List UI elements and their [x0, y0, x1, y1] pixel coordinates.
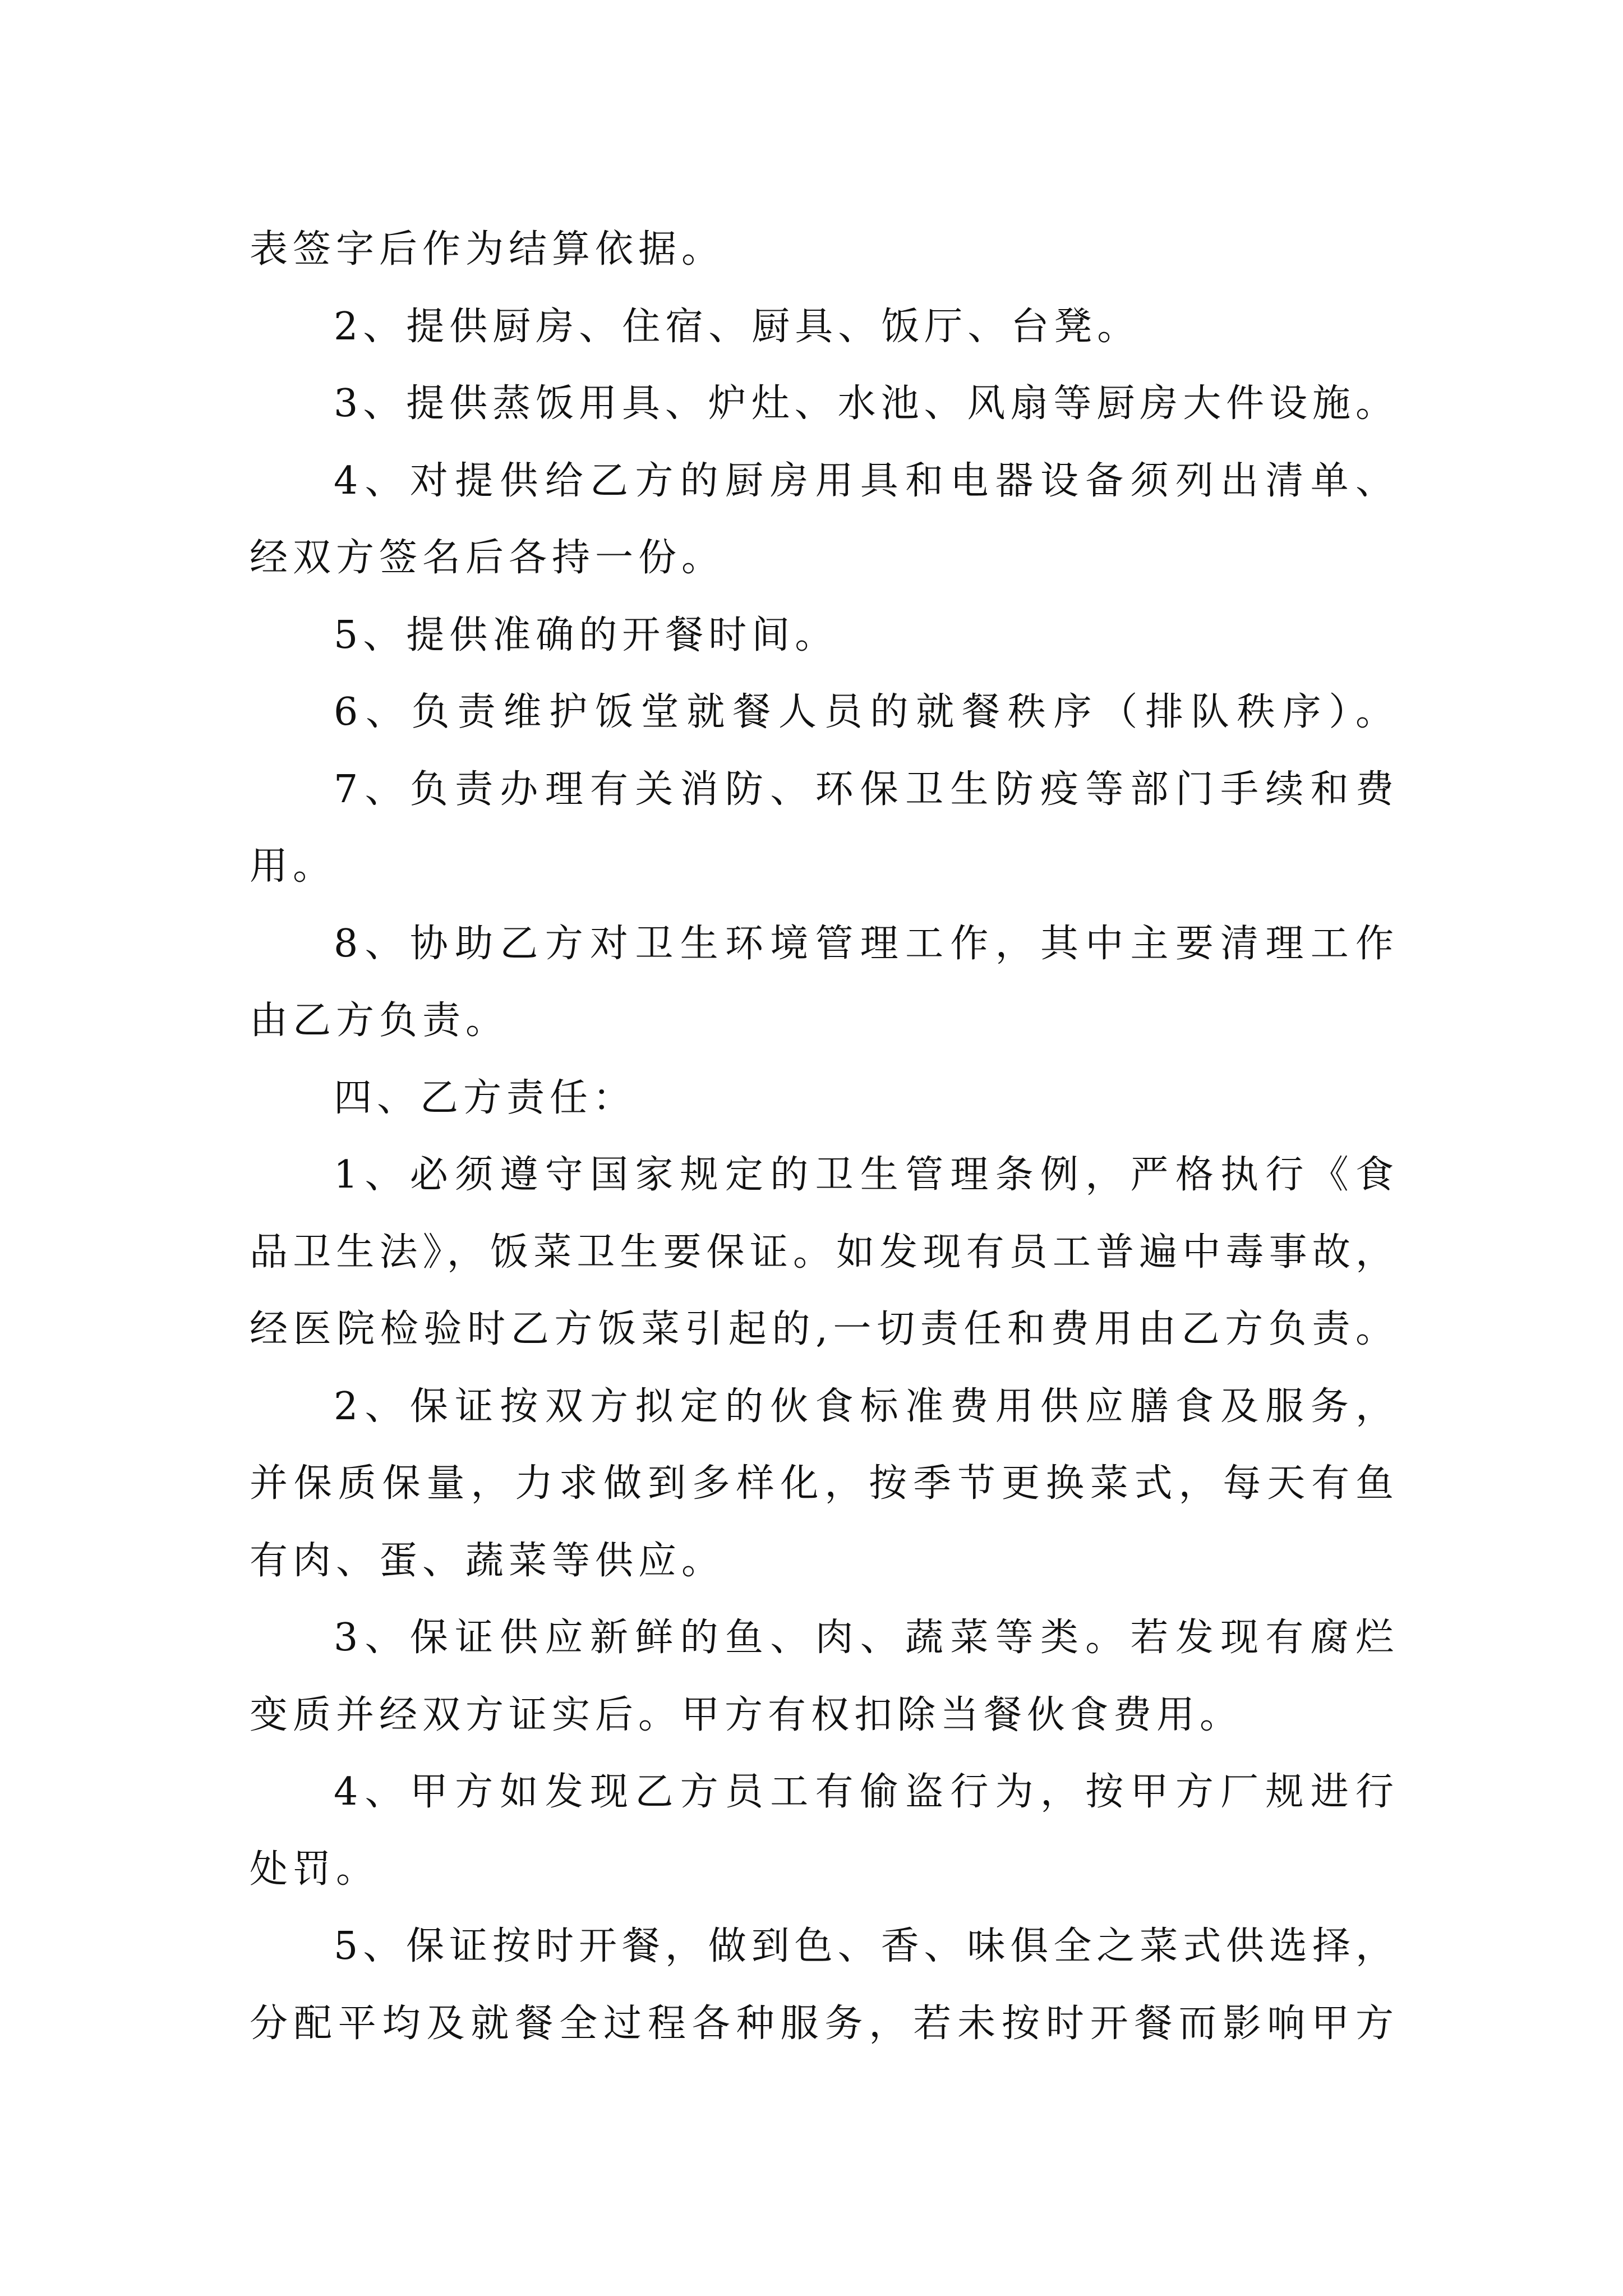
text-line: 5、提供准确的开餐时间。 [334, 613, 838, 657]
text-line: 经医院检验时乙方饭菜引起的,一切责任和费用由乙方负责。 [250, 1307, 1394, 1351]
text-line: 由乙方负责。 [250, 999, 509, 1043]
text-line: 8、协助乙方对卫生环境管理工作，其中主要清理工作 [334, 921, 1394, 966]
text-line: 有肉、蛋、蔬菜等供应。 [250, 1538, 725, 1583]
text-line: 变质并经双方证实后。甲方有权扣除当餐伙食费用。 [250, 1692, 1243, 1737]
text-line: 7、负责办理有关消防、环保卫生防疫等部门手续和费 [334, 767, 1394, 812]
text-line: 2、提供厨房、住宿、厨具、饭厅、台凳。 [334, 304, 1141, 349]
text-line: 4、甲方如发现乙方员工有偷盗行为，按甲方厂规进行 [334, 1770, 1394, 1814]
text-line: 分配平均及就餐全过程各种服务，若未按时开餐而影响甲方 [250, 2001, 1394, 2046]
document-body [250, 211, 1394, 2062]
text-line: 并保质保量，力求做到多样化，按季节更换菜式，每天有鱼 [250, 1461, 1394, 1506]
text-line: 处罚。 [250, 1847, 380, 1892]
text-line: 表签字后作为结算依据。 [250, 227, 725, 272]
text-line: 经双方签名后各持一份。 [250, 536, 725, 580]
text-line: 2、保证按双方拟定的伙食标准费用供应膳食及服务， [334, 1384, 1394, 1429]
text-line: 3、提供蒸饭用具、炉灶、水池、风扇等厨房大件设施。 [334, 381, 1394, 426]
text-line: 6、负责维护饭堂就餐人员的就餐秩序（排队秩序）。 [334, 690, 1394, 734]
text-line: 5、保证按时开餐，做到色、香、味俱全之菜式供选择， [334, 1924, 1394, 1968]
text-line: 四、乙方责任： [334, 1075, 637, 1120]
text-line: 品卫生法》，饭菜卫生要保证。如发现有员工普遍中毒事故， [250, 1230, 1394, 1274]
text-line: 3、保证供应新鲜的鱼、肉、蔬菜等类。若发现有腐烂 [334, 1616, 1394, 1660]
text-line: 用。 [250, 844, 336, 889]
text-line: 1、必须遵守国家规定的卫生管理条例，严格执行《食 [334, 1153, 1394, 1197]
text-line: 4、对提供给乙方的厨房用具和电器设备须列出清单、 [334, 458, 1394, 503]
